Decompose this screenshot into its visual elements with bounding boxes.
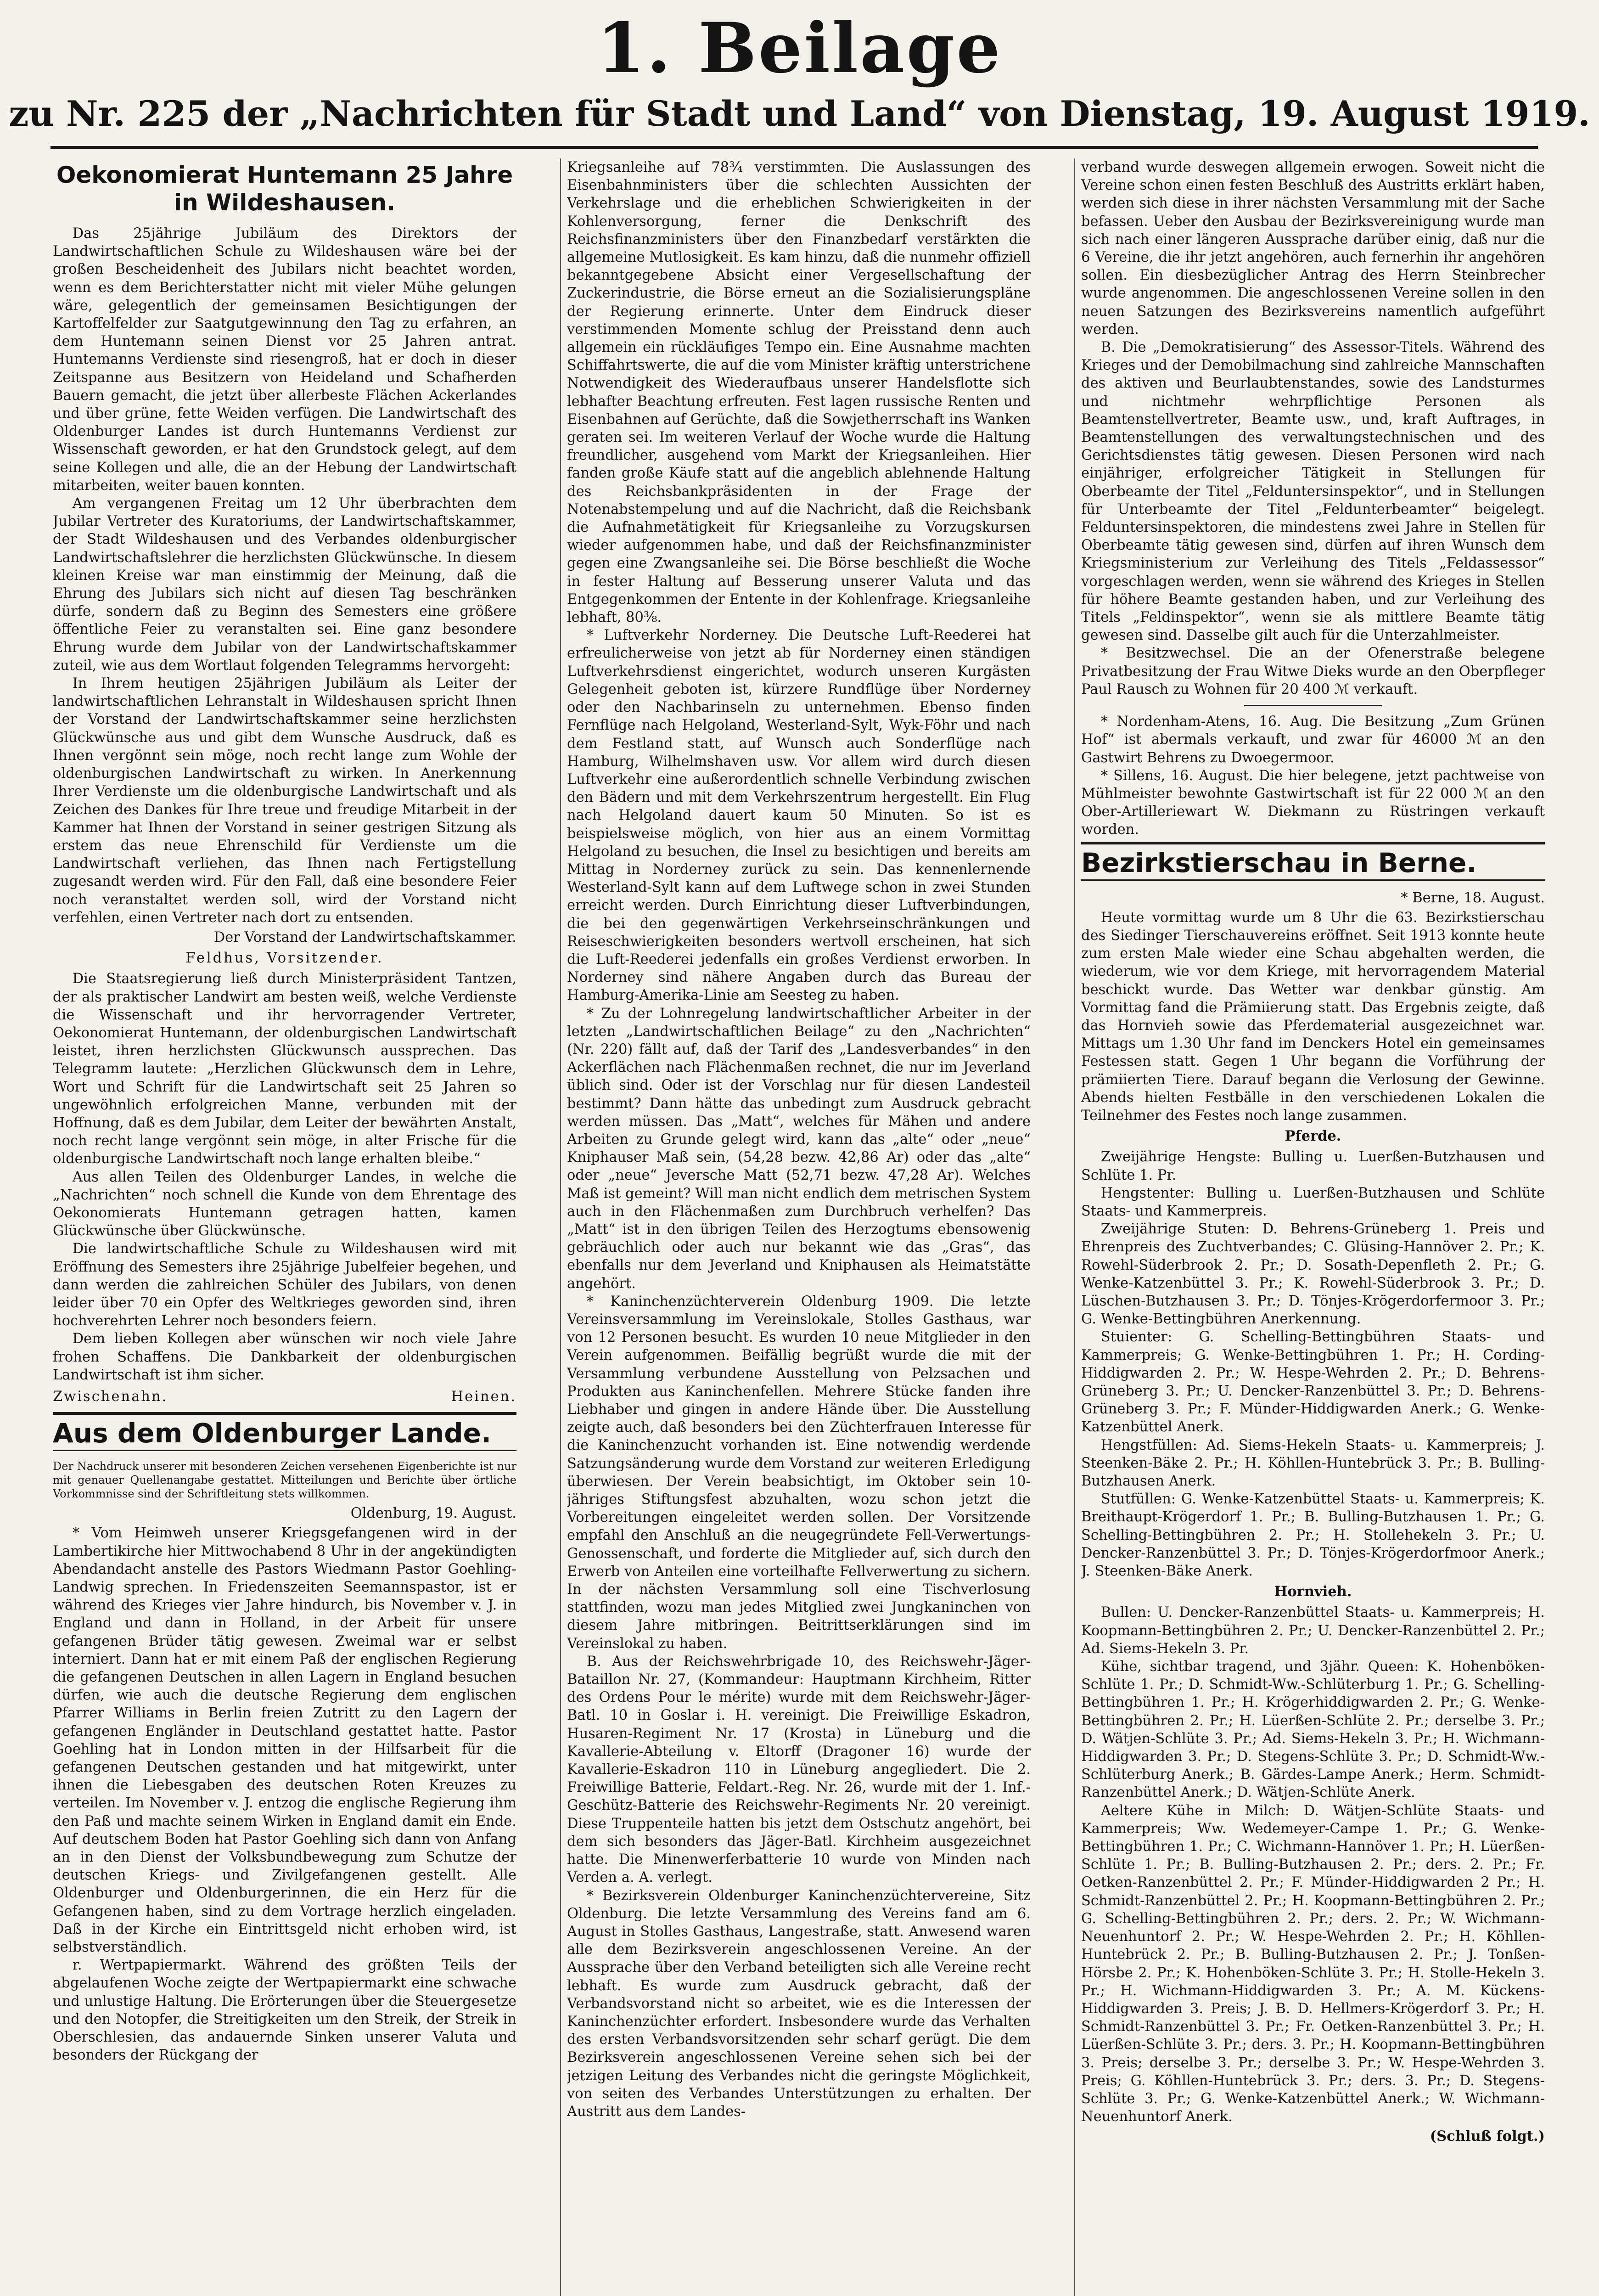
section-headline: Bezirkstierschau in Berne. bbox=[1081, 842, 1545, 881]
article-paragraph: Aus allen Teilen des Oldenburger Landes, in welche die „Nachrichten“ noch schnell die Kunde von dem Ehrentage des Oekonomierats Huntemann getragen hatten, kamen Glückwünsche über Glückwünsche. bbox=[53, 1169, 516, 1239]
continued-note: (Schluß folgt.) bbox=[1430, 2128, 1545, 2145]
page-title: 1. Beilage bbox=[597, 8, 1002, 89]
results-paragraph: Stuienter: G. Schelling-Bettingbühren Staats- und Kammerpreis; G. Wenke-Bettingbühren 1. Pr.; H. Cording-Hiddigwarden 2. Pr.; W. Hespe-Wehrden 2. Pr.; D. Behrens-Grüneberg 3. Pr.; U. Dencker-Ranzenbüttel 3. Pr.; D. Behrens-Grüneberg 3. Pr.; F. Münder-Hiddigwarden Anerk.; G. Wenke-Katzenbüttel Anerk. bbox=[1081, 1329, 1545, 1435]
signature: Feldhus, Vorsitzender. bbox=[185, 950, 384, 967]
column-2 bbox=[567, 158, 1031, 2296]
article-paragraph: verband wurde deswegen allgemein erwogen. Soweit nicht die Vereine schon einen festen Beschluß des Austritts erklärt haben, werden sich diese in ihrer nächsten Versammlung mit der Sache befassen. Ueber den Ausbau der Bezirksvereinigung wurde man sich nach einer längeren Aussprache darüber einig, daß nur die 6 Vereine, die ihr jetzt angehören, auch fernerhin ihr angehören sollen. Ein diesbezüglicher Antrag des Herrn Steinbrecher wurde angenommen. Die angeschlossenen Vereine sollen in den neuen Satzungen des Bezirksvereins namentlich aufgeführt werden. bbox=[1081, 159, 1545, 338]
article-paragraph: * Zu der Lohnregelung landwirtschaftlicher Arbeiter in der letzten „Landwirtschaftlichen Beilage“ zu den „Nachrichten“ (Nr. 220) fällt auf, daß der Tarif des „Landesverbandes“ in den Ackerflächen nach Flächenmaßen rechnet, die nur im Jeverland üblich sind. Oder ist der Vorschlag nur für diesen Landesteil bestimmt? Dann hätte das unbedingt zum Ausdruck gebracht werden müssen. Das „Matt“, welches für Mähen und andere Arbeiten zu Grunde gelegt wird, kann das „alte“ oder „neue“ Kniphauser Maß sein, (54,28 bezw. 42,86 Ar) oder das „alte“ oder „neue“ Jeversche Matt (52,71 bezw. 47,28 Ar). Welches Maß ist gemeint? Will man nicht endlich dem metrischen System auch in den Flächenmaßen zum Durchbruch verhelfen? Das „Matt“ ist in den übrigen Teilen des Herzogtums ebensowenig gebräuchlich oder auch nur bekannt wie das „Gras“, das ebenfalls nur dem Jeverland und Kniphausen als Heimatstätte angehört. bbox=[567, 1005, 1031, 1292]
results-paragraph: Kühe, sichtbar tragend, und 3jähr. Queen: K. Hohenböken-Schlüte 1. Pr.; D. Schmidt-Ww.-Schlüterburg 1. Pr.; G. Schelling-Bettingbühren 1. Pr.; H. Krögerhiddigwarden 2. Pr.; G. Wenke-Bettingbühren 2. Pr.; H. Lüerßen-Schlüte 2. Pr.; derselbe 3. Pr.; D. Wätjen-Schlüte 3. Pr.; Ad. Siems-Hekeln 3. Pr.; H. Wichmann-Hiddigwarden 3. Pr.; D. Stegens-Schlüte 3. Pr.; D. Schmidt-Ww.-Schlüterburg Anerk.; B. Gärdes-Lampe Anerk.; Herm. Schmidt-Ranzenbüttel Anerk.; D. Wätjen-Schlüte Anerk. bbox=[1081, 1659, 1545, 1801]
results-paragraph: Hengstfüllen: Ad. Siems-Hekeln Staats- u. Kammerpreis; J. Steenken-Bäke 2. Pr.; H. Köhllen-Huntebrück 3. Pr.; B. Bulling-Butzhausen Anerk. bbox=[1081, 1437, 1545, 1490]
reprint-note: Der Nachdruck unserer mit besonderen Zeichen versehenen Eigenberichte ist nur mit genauer Quellenangabe gestattet. Mitteilungen und Berichte über örtliche Vorkommnisse sind der Schriftleitung stets willkommen. bbox=[53, 1460, 516, 1501]
column-3 bbox=[1081, 158, 1545, 2296]
byline-place: Zwischenahn. bbox=[53, 1389, 168, 1405]
article-paragraph: Dem lieben Kollegen aber wünschen wir noch viele Jahre frohen Schaffens. Die Dankbarkeit der oldenburgischen Landwirtschaft ist ihm sicher. bbox=[53, 1331, 516, 1383]
article-paragraph: * Kaninchenzüchterverein Oldenburg 1909. Die letzte Vereinsversammlung im Vereinslokale, Stolles Gasthaus, war von 12 Personen besucht. Es wurden 10 neue Mitglieder in den Verein aufgenommen. Beifällig begrüßt wurde die mit der Versammlung verbundene Ausstellung von Pelzsachen und Produkten aus Kaninchenfellen. Mehrere Stücke fanden ihre Liebhaber und gingen in andere Hände über. Die Ausstellung zeigte auch, daß besonders bei den Züchterfrauen Interesse für die Kaninchenzucht vorhanden ist. Eine notwendig werdende Satzungsänderung wurde dem Vorstand zur weiteren Erledigung überwiesen. Der Verein beabsichtigt, im Oktober sein 10-jähriges Stiftungsfest abzuhalten, wozu schon jetzt die Vorbereitungen eingeleitet werden sollen. Der Vorsitzende empfahl den Anschluß an die neugegründete Fell-Verwertungs-Genossenschaft, und forderte die Mitglieder auf, sich durch den Erwerb von Anteilen eine vorteilhafte Fellverwertung zu sichern. In der nächsten Versammlung soll eine Tischverlosung stattfinden, wozu man jedes Mitglied zwei Jungkaninchen von diesem Jahre mitbringen. Beitrittserklärungen sind im Vereinslokal zu haben. bbox=[567, 1293, 1031, 1652]
article-paragraph: Die Staatsregierung ließ durch Ministerpräsident Tantzen, der als praktischer Landwirt am besten weiß, welche Verdienste die Wissenschaft und ihr hervorragender Vertreter, Oekonomierat Huntemann, der oldenburgischen Landwirtschaft leistet, ihren herzlichsten Glückwunsch aussprechen. Das Telegramm lautete: „Herzlichen Glückwunsch dem in Lehre, Wort und Schrift für die Landwirtschaft seit 25 Jahren so ungewöhnlich erfolgreichen Manne, verbunden mit der Hoffnung, daß es dem Jubilar, dem Leiter der bewährten Anstalt, noch recht lange vergönnt sein möge, in alter Frische für die oldenburgische Landwirtschaft noch lange erhalten bleibe.“ bbox=[53, 971, 516, 1167]
article-paragraph: r. Wertpapiermarkt. Während des größten Teils der abgelaufenen Woche zeigte der Wertpapiermarkt eine schwache und unlustige Haltung. Die Erörterungen über die Steuergesetze und den Notopfer, die Streitigkeiten um den Streik, der Streik in Oberschlesien, das andauernde Sinken unserer Valuta und besonders der Rückgang der bbox=[53, 1957, 516, 2064]
article-paragraph: * Sillens, 16. August. Die hier belegene, jetzt pachtweise von Mühlmeister bewohnte Gastwirtschaft ist für 22 000 ℳ an den Ober-Artilleriewart W. Diekmann zu Rüstringen verkauft worden. bbox=[1081, 767, 1545, 838]
results-paragraph: Zweijährige Hengste: Bulling u. Luerßen-Butzhausen und Schlüte 1. Pr. bbox=[1081, 1149, 1545, 1183]
article-paragraph: * Luftverkehr Norderney. Die Deutsche Luft-Reederei hat erfreulicherweise von jetzt ab für Norderney einen ständigen Luftverkehrsdienst eingerichtet, wodurch unseren Kurgästen Gelegenheit geboten ist, kürzere Rundflüge über Norderney oder den Nachbarinseln zu unternehmen. Ebenso finden Fernflüge nach Helgoland, Westerland-Sylt, Wyk-Föhr und nach dem Festland statt, auf Wunsch auch Sonderflüge nach Hamburg, Wilhelmshaven usw. Vor allem wird durch diesen Luftverkehr eine außerordentlich schnelle Verbindung zwischen den Bädern und mit dem Verkehrszentrum hergestellt. Ein Flug nach Helgoland dauert kaum 50 Minuten. So ist es beispielsweise möglich, von hier aus an einem Vormittag Helgoland zu besuchen, die Insel zu besichtigen und bereits am Mittag in Norderney zurück zu sein. Das kennenlernende Westerland-Sylt kann auf dem Luftwege schon in zwei Stunden erreicht werden. Durch Einrichtung dieser Luftverbindungen, die bei den gegenwärtigen Verkehrseinschränkungen und Reiseschwierigkeiten besonders wertvoll erscheinen, hat sich die Luft-Reederei jedenfalls ein großes Verdienst erworben. In Norderney sind nähere Angaben durch das Bureau der Hamburg-Amerika-Linie am Seesteg zu haben. bbox=[567, 627, 1031, 1004]
byline bbox=[53, 1388, 516, 1406]
column-1 bbox=[53, 158, 516, 2296]
masthead bbox=[0, 9, 1599, 136]
article-paragraph: * Vom Heimweh unserer Kriegsgefangenen wird in der Lambertikirche hier Mittwochabend 8 Uhr in der angekündigten Abendandacht anstelle des Pastors Wiedmann Pastor Goehling-Landwig sprechen. In Friedenszeiten Seemannspastor, ist er während des Krieges vier Jahre hindurch, bis November v. J. in England und dann in Holland, in der Arbeit für unsere gefangenen Brüder tätig gewesen. Zweimal war er selbst interniert. Dann hat er mit einem Paß der englischen Regierung die gefangenen Deutschen in allen Lagern in England besuchen dürfen, wie auch die deutsche Regierung dem englischen Pfarrer Williams in Berlin freien Zutritt zu den Lagern der gefangenen Engländer in Deutschland gestattet hatte. Pastor Goehling hat in London mitten in der Hilfsarbeit für die gefangenen Deutschen gestanden und hat mitgewirkt, unter ihnen die Liebesgaben des deutschen Roten Kreuzes zu verteilen. Im November v. J. entzog die englische Regierung ihm den Paß und machte seinem Wirken in England damit ein Ende. Auf deutschem Boden hat Pastor Goehling sich dann von Anfang an in den Dienst der Volksbundbewegung zum Schutze der deutschen Kriegs- und Zivilgefangenen gestellt. Alle Oldenburger und Oldenburgerinnen, die ein Herz für die Gefangenen haben, sind zu dem Vortrage herzlich eingeladen. Daß in der Kirche ein Eintrittsgeld nicht erhoben wird, ist selbstverständlich. bbox=[53, 1525, 516, 1956]
results-paragraph: Aeltere Kühe in Milch: D. Wätjen-Schlüte Staats- und Kammerpreis; Ww. Wedemeyer-Campe 1. Pr.; G. Wenke-Bettingbühren 1. Pr.; C. Wichmann-Hannöver 1. Pr.; H. Lüerßen-Schlüte 1. Pr.; B. Bulling-Butzhausen 2. Pr.; ders. 2. Pr.; Fr. Oetken-Ranzenbüttel 2. Pr.; F. Münder-Hiddigwarden 2 Pr.; H. Schmidt-Ranzenbüttel 2. Pr.; H. Koopmann-Bettingbühren 2. Pr.; G. Schelling-Bettingbühren 2. Pr.; ders. 2. Pr.; W. Wichmann-Neuenhuntorf 2. Pr.; W. Hespe-Wehrden 2. Pr.; H. Köhllen-Huntebrück 2. Pr.; B. Bulling-Butzhausen 2. Pr.; J. Tonßen-Hörsbe 2. Pr.; K. Hohenböken-Schlüte 3. Pr.; H. Stolle-Hekeln 3. Pr.; H. Wichmann-Hiddigwarden 3. Pr.; A. M. Kückens-Hiddigwarden 3. Preis; J. B. D. Hellmers-Krögerdorf 3. Pr.; H. Schmidt-Ranzenbüttel 3. Pr.; Fr. Oetken-Ranzenbüttel 3. Pr.; H. Lüerßen-Schlüte 3. Pr.; ders. 3. Pr.; H. Koopmann-Bettingbühren 3. Preis; derselbe 3. Pr.; derselbe 3. Pr.; W. Hespe-Wehrden 3. Preis; G. Köhllen-Huntebrück 3. Pr.; ders. 3. Pr.; D. Stegens-Schlüte 3. Pr.; G. Wenke-Katzenbüttel Anerk.; W. Wichmann-Neuenhuntorf Anerk. bbox=[1081, 1802, 1545, 2125]
article-paragraph: Das 25jährige Jubiläum des Direktors der Landwirtschaftlichen Schule zu Wildeshausen wäre bei der großen Bescheidenheit des Jubilars nicht beachtet worden, wenn es dem Berichterstatter nicht mit vieler Mühe gelungen wäre, gelegentlich der gemeinsamen Besichtigungen der Kartoffelfelder zur Saatgutgewinnung den Tag zu erfahren, an dem Huntemann seinen Dienst vor 25 Jahren antrat. Huntemanns Verdienste sind riesengroß, hat er doch in dieser Zeitspanne aus Besitzern von Heideland und Schafherden Bauern gemacht, die jetzt über allerbeste Flächen Ackerlandes und über grüne, fette Weiden verfügen. Die Landwirtschaft des Oldenburger Landes ist durch Huntemanns Verdienst zur Wissenschaft geworden, er hat den Grundstock gelegt, auf dem seine Kollegen und alle, die an der Hebung der Landwirtschaft mitarbeiten, weiter bauen konnten. bbox=[53, 225, 516, 494]
results-paragraph: Bullen: U. Dencker-Ranzenbüttel Staats- u. Kammerpreis; H. Koopmann-Bettingbühren 2. Pr.; U. Dencker-Ranzenbüttel 2. Pr.; Ad. Siems-Hekeln 3. Pr. bbox=[1081, 1604, 1545, 1657]
section-headline: Aus dem Oldenburger Lande. bbox=[53, 1412, 516, 1451]
header-rule bbox=[50, 146, 1538, 149]
subsection-heading: Pferde. bbox=[1285, 1128, 1341, 1145]
results-paragraph: Zweijährige Stuten: D. Behrens-Grüneberg 1. Preis und Ehrenpreis des Zuchtverbandes; C. Glüsing-Hannöver 2. Pr.; K. Rowehl-Süderbrook 2. Pr.; D. Sosath-Depenfleth 2. Pr.; G. Wenke-Katzenbüttel 3. Pr.; K. Rowehl-Süderbrook 3. Pr.; D. Lüschen-Butzhausen 3. Pr.; D. Tönjes-Krögerdorfermoor 3. Pr.; G. Wenke-Bettingbühren Anerkennung. bbox=[1081, 1221, 1545, 1328]
article-paragraph: * Besitzwechsel. Die an der Ofenerstraße belegene Privatbesitzung der Frau Witwe Dieks wurde an den Oberpfleger Paul Rausch zu Wohnen für 20 400 ℳ verkauft. bbox=[1081, 645, 1545, 698]
article-paragraph: Heute vormittag wurde um 8 Uhr die 63. Bezirkstierschau des Siedinger Tierschauvereins eröffnet. Seit 1913 konnte heute zum ersten Male wieder eine Schau abgehalten werden, die wiederum, wie vor dem Kriege, mit hervorragendem Material beschickt wurde. Das Wetter war denkbar günstig. Am Vormittag fand die Prämiierung statt. Das Ergebnis zeigte, daß das Hornvieh sowie das Pferdematerial ausgezeichnet war. Mittags um 1.30 Uhr fand im Denckers Hotel ein gemeinsames Festessen statt. Gegen 1 Uhr begann die Vorführung der prämiierten Tiere. Darauf begann die Verlosung der Gewinne. Abends hielten Festbälle in den verschiedenen Lokalen die Teilnehmer des Festes noch lange zusammen. bbox=[1081, 909, 1545, 1124]
article-paragraph: * Nordenham-Atens, 16. Aug. Die Besitzung „Zum Grünen Hof“ ist abermals verkauft, und zwar für 46000 ℳ an den Gastwirt Behrens zu Dwoegermoor. bbox=[1081, 714, 1545, 766]
column-divider bbox=[560, 158, 561, 2296]
dateline: Oldenburg, 19. August. bbox=[350, 1505, 516, 1522]
results-paragraph: Hengstenter: Bulling u. Luerßen-Butzhausen und Schlüte Staats- und Kammerpreis. bbox=[1081, 1185, 1545, 1219]
article-paragraph: Die landwirtschaftliche Schule zu Wildeshausen wird mit Eröffnung des Semesters ihre 25jährige Jubelfeier begehen, und dann werden die zahlreichen Schüler des Jubilars, von denen leider über 70 ein Opfer des Weltkrieges geworden sind, ihren hochverehrten Lehrer noch besonders feiern. bbox=[53, 1241, 516, 1329]
dateline: * Berne, 18. August. bbox=[1401, 889, 1545, 906]
article-paragraph: Kriegsanleihe auf 78¾ verstimmten. Die Auslassungen des Eisenbahnministers über die schlechten Aussichten der Verkehrslage und die erheblichen Schwierigkeiten in der Kohlenversorgung, ferner die Denkschrift des Reichsfinanzministers über den Finanzbedarf verstärkten die allgemeine Mutlosigkeit. Es kam hinzu, daß die nunmehr offiziell bekanntgegebene Absicht einer Vergesellschaftung der Zuckerindustrie, die Börse erneut an die Sozialisierungspläne der Regierung erinnerte. Unter dem Eindruck dieser verstimmenden Momente schlug der Preisstand denn auch allgemein ein rückläufiges Tempo ein. Eine Ausnahme machten Schiffahrtswerte, die auf die vom Minister kräftig unterstrichene Notwendigkeit des Wiederaufbaus unserer Handelsflotte sich lebhafter Beachtung erfreuten. Fest lagen russische Renten und Eisenbahnen auf Gerüchte, daß die Sowjetherrschaft ins Wanken geraten sei. Im weiteren Verlauf der Woche wurde die Haltung freundlicher, ausgehend vom Markt der Kriegsanleihen. Hier fanden große Käufe statt auf die angeblich ablehnende Haltung des Reichsbankpräsidenten in der Frage der Notenabstempelung und auf die Nachricht, daß die Reichsbank die Aufnahmetätigkeit für Kriegsanleihe zu Vorzugskursen wieder aufgenommen habe, und daß der Reichsfinanzminister gegen eine Zwangsanleihe sei. Die Börse beschließt die Woche in fester Haltung auf Besserung unserer Valuta und das Entgegenkommen der Entente in der Kohlenfrage. Kriegsanleihe lebhaft, 80⅜. bbox=[567, 159, 1031, 626]
telegram-text: In Ihrem heutigen 25jährigen Jubiläum als Leiter der landwirtschaftlichen Lehranstalt in Wildeshausen spricht Ihnen der Vorstand der Landwirtschaftskammer seine herzlichsten Glückwünsche aus und gibt dem Wunsche Ausdruck, daß es Ihnen vergönnt sein möge, noch recht lange zum Wohle der oldenburgischen Landwirtschaft zu wirken. In Anerkennung Ihrer Verdienste um die oldenburgische Landwirtschaft und als Zeichen des Dankes für Ihre treue und freudige Mitarbeit in der Kammer hat Ihnen der Vorstand in seiner gestrigen Sitzung als erstem das neue Ehrenschild für Verdienste um die Landwirtschaft verliehen, das Ihnen nach Fertigstellung zugesandt werden wird. Für den Fall, daß eine besondere Feier noch veranstaltet werden soll, wird der Vorstand nicht verfehlen, einen Vertreter nach dort zu entsenden. bbox=[53, 675, 516, 926]
article-headline: Oekonomierat Huntemann 25 Jahre in Wildeshausen. bbox=[56, 162, 513, 216]
signature: Der Vorstand der Landwirtschaftskammer. bbox=[213, 929, 516, 945]
article-paragraph: Am vergangenen Freitag um 12 Uhr überbrachten dem Jubilar Vertreter des Kuratoriums, der Landwirtschaftskammer, der Stadt Wildeshausen und des Verbandes oldenburgischer Landwirtschaftslehrer die herzlichsten Glückwünsche. In diesem kleinen Kreise war man einstimmig der Meinung, daß die Ehrung des Jubilars sich nicht auf diesen Tag beschränken dürfe, sondern daß zu Beginn des Semesters eine größere öffentliche Feier zu veranstalten sei. Eine ganz besondere Ehrung wurde dem Jubilar von der Landwirtschaftskammer zuteil, wie aus dem Wortlaut folgenden Telegramms hervorgeht: bbox=[53, 495, 516, 674]
article-paragraph: B. Die „Demokratisierung“ des Assessor-Titels. Während des Krieges und der Demobilmachung sind zahlreiche Mannschaften des aktiven und Beurlaubtenstandes, sowie des Landsturmes und nichtmehr wehrpflichtige Personen als Beamtenstellvertreter, Beamte usw., und, kraft Auftrages, in Beamtenstellungen des verwaltungstechnischen und des Gerichtsdienstes tätig gewesen. Diesen Personen wird nach einjähriger, erfolgreicher Tätigkeit in Stellungen für Oberbeamte der Titel „Felduntersinspektor“, und in Stellungen für Unterbeamte der Titel „Feldunterbeamter“ beigelegt. Felduntersinspektoren, die mindestens zwei Jahre in Stellen für Oberbeamte tätig gewesen sind, dürfen auf ihren Wunsch dem Kriegsministerium zur Verleihung des Titels „Feldassessor“ vorgeschlagen werden, wenn sie während des Krieges in Stellen für höhere Beamte gestanden haben, und zur Verleihung des Titels „Feldinspektor“, wenn sie als mittlere Beamte tätig gewesen sind. Dasselbe gilt auch für die Unterzahlmeister. bbox=[1081, 339, 1545, 644]
results-paragraph: Stutfüllen: G. Wenke-Katzenbüttel Staats- u. Kammerpreis; K. Breithaupt-Krögerdorf 1. Pr.; B. Bulling-Butzhausen 1. Pr.; G. Schelling-Bettingbühren 2. Pr.; H. Stollehekeln 3. Pr.; U. Dencker-Ranzenbüttel 3. Pr.; D. Tönjes-Krögerdorfmoor Anerk.; J. Steenken-Bäke Anerk. bbox=[1081, 1491, 1545, 1580]
byline-author: Heinen. bbox=[451, 1389, 516, 1405]
subsection-heading: Hornvieh. bbox=[1274, 1583, 1352, 1600]
divider bbox=[1244, 705, 1382, 706]
article-paragraph: B. Aus der Reichswehrbrigade 10, des Reichswehr-Jäger-Bataillon Nr. 27, (Kommandeur: Hauptmann Kirchheim, Ritter des Ordens Pour le mérite) wurde mit dem Reichswehr-Jäger-Batl. 10 in Goslar i. H. vereinigt. Die Freiwillige Eskadron, Husaren-Regiment Nr. 17 (Krosta) in Lüneburg und die Kavallerie-Abteilung v. Eltorff (Dragoner 16) wurde der Kavallerie-Eskadron 110 in Lüneburg angegliedert. Die 2. Freiwillige Batterie, Feldart.-Reg. Nr. 26, wurde mit der 1. Inf.-Geschütz-Batterie des Reichswehr-Regiments Nr. 20 vereinigt. Diese Truppenteile hatten bis jetzt dem Ostschutz angehört, bei dem sich besonders das Jäger-Batl. Kirchheim ausgezeichnet hatte. Die Minenwerferbatterie 10 wurde von Minden nach Verden a. A. verlegt. bbox=[567, 1653, 1031, 1886]
article-paragraph: * Bezirksverein Oldenburger Kaninchenzüchtervereine, Sitz Oldenburg. Die letzte Versammlung des Vereins fand am 6. August in Stolles Gasthaus, Langestraße, statt. Anwesend waren alle dem Bezirksverein angeschlossenen Vereine. An der Aussprache über den Verband beteiligten sich alle Vereine recht lebhaft. Es wurde zum Ausdruck gebracht, daß der Verbandsvorstand nicht so arbeitet, wie es die Interessen der Kaninchenzüchter erfordert. Insbesondere wurde das Verhalten des ersten Verbandsvorsitzenden sehr scharf gerügt. Die dem Bezirksverein angeschlossenen Vereine sehen sich bei der jetzigen Leitung des Verbandes nicht die geringste Möglichkeit, von seiten des Verbandes Unterstützungen zu erhalten. Der Austritt aus dem Landes- bbox=[567, 1887, 1031, 2120]
page-subtitle: zu Nr. 225 der „Nachrichten für Stadt und Land“ von Dienstag, 19. August 1919. bbox=[9, 93, 1590, 134]
column-divider bbox=[1074, 158, 1075, 2296]
